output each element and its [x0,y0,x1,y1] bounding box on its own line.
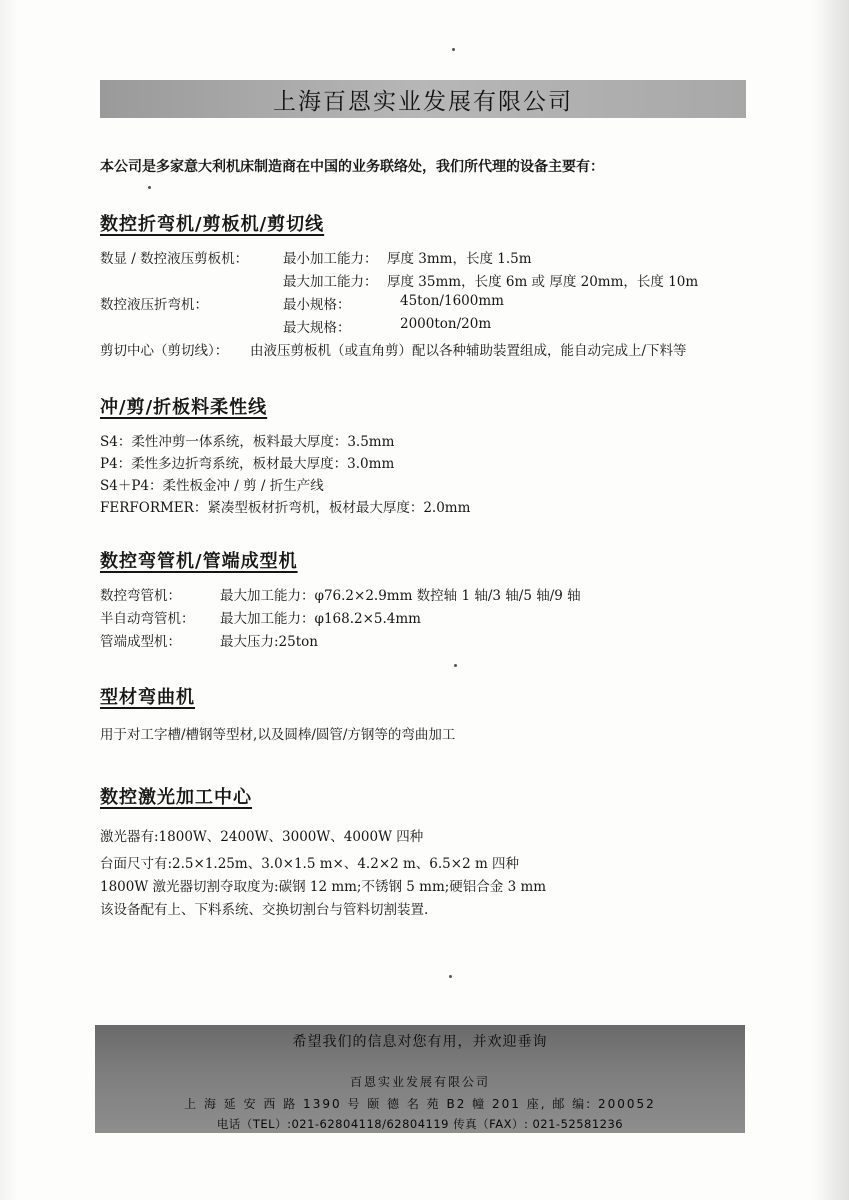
scan-speck [449,975,452,978]
row-value: 由液压剪板机（或直角剪）配以各种辅助装置组成，能自动完成上/下料等 [250,343,687,359]
row-value: 最大压力:25ton [220,634,318,650]
section-title-profile-bender: 型材弯曲机 [100,687,195,708]
row-key: 最小加工能力： [283,251,378,267]
section-title-laser-center: 数控激光加工中心 [100,787,252,808]
scan-speck [452,48,455,51]
row-value: 厚度 3mm，长度 1.5m [387,251,532,267]
header-bar [100,80,746,118]
row-label: 剪切中心（剪切线）： [100,343,229,359]
list-item: S4：柔性冲剪一体系统，板料最大厚度：3.5mm [100,434,395,450]
row-label: 数控液压折弯机： [100,297,208,313]
paper-fold-shadow [809,0,849,1200]
scan-speck [148,186,151,189]
section-title-press-brake: 数控折弯机/剪板机/剪切线 [100,214,325,235]
footer-bar [95,1025,745,1133]
list-item: 该设备配有上、下料系统、交换切割台与管料切割装置. [100,902,429,918]
list-item: 1800W 激光器切割夺取度为:碳钢 12 mm;不锈钢 5 mm;硬铝合金 3 mm [100,879,547,895]
list-item: FERFORMER：紧凑型板材折弯机，板材最大厚度：2.0mm [100,500,471,516]
row-value: 45ton/1600mm [400,293,504,309]
row-value: 最大加工能力：φ168.2×5.4mm [220,611,421,627]
section-title-flexible-line: 冲/剪/折板料柔性线 [100,397,268,418]
row-key: 最大规格： [283,320,351,336]
section-title-tube-bender: 数控弯管机/管端成型机 [100,551,298,572]
row-key: 最大加工能力： [283,274,378,290]
list-item: 用于对工字槽/槽钢等型材,以及圆棒/圆管/方钢等的弯曲加工 [100,727,456,743]
scan-speck [454,664,457,667]
footer-company: 百恩实业发展有限公司 [349,1075,490,1089]
row-label: 数控弯管机： [100,588,181,604]
row-value: 2000ton/20m [400,316,492,332]
list-item: P4：柔性多边折弯系统，板材最大厚度：3.0mm [100,456,395,472]
list-item: 台面尺寸有:2.5×1.25m、3.0×1.5 m×、4.2×2 m、6.5×2 m 四种 [100,856,520,872]
row-value: 厚度 35mm，长度 6m 或 厚度 20mm，长度 10m [387,274,699,290]
row-key: 最小规格： [283,297,351,313]
footer-slogan: 希望我们的信息对您有用，并欢迎垂询 [292,1034,548,1050]
footer-address: 上 海 延 安 西 路 1390 号 颐 德 名 苑 B2 幢 201 座, 邮 编: 200052 [184,1097,656,1111]
row-label: 半自动弯管机： [100,611,195,627]
company-title: 上海百恩实业发展有限公司 [273,88,573,115]
row-value: 最大加工能力：φ76.2×2.9mm 数控轴 1 轴/3 轴/5 轴/9 轴 [220,588,581,604]
footer-contact: 电话（TEL）:021-62804118/62804119 传真（FAX）: 021-52581236 [216,1117,624,1131]
row-label: 管端成型机： [100,634,181,650]
intro-text: 本公司是多家意大利机床制造商在中国的业务联络处，我们所代理的设备主要有： [100,159,604,175]
row-label: 数显 / 数控液压剪板机： [100,251,249,267]
list-item: S4＋P4：柔性板金冲 / 剪 / 折生产线 [100,478,324,494]
list-item: 激光器有:1800W、2400W、3000W、4000W 四种 [100,829,424,845]
